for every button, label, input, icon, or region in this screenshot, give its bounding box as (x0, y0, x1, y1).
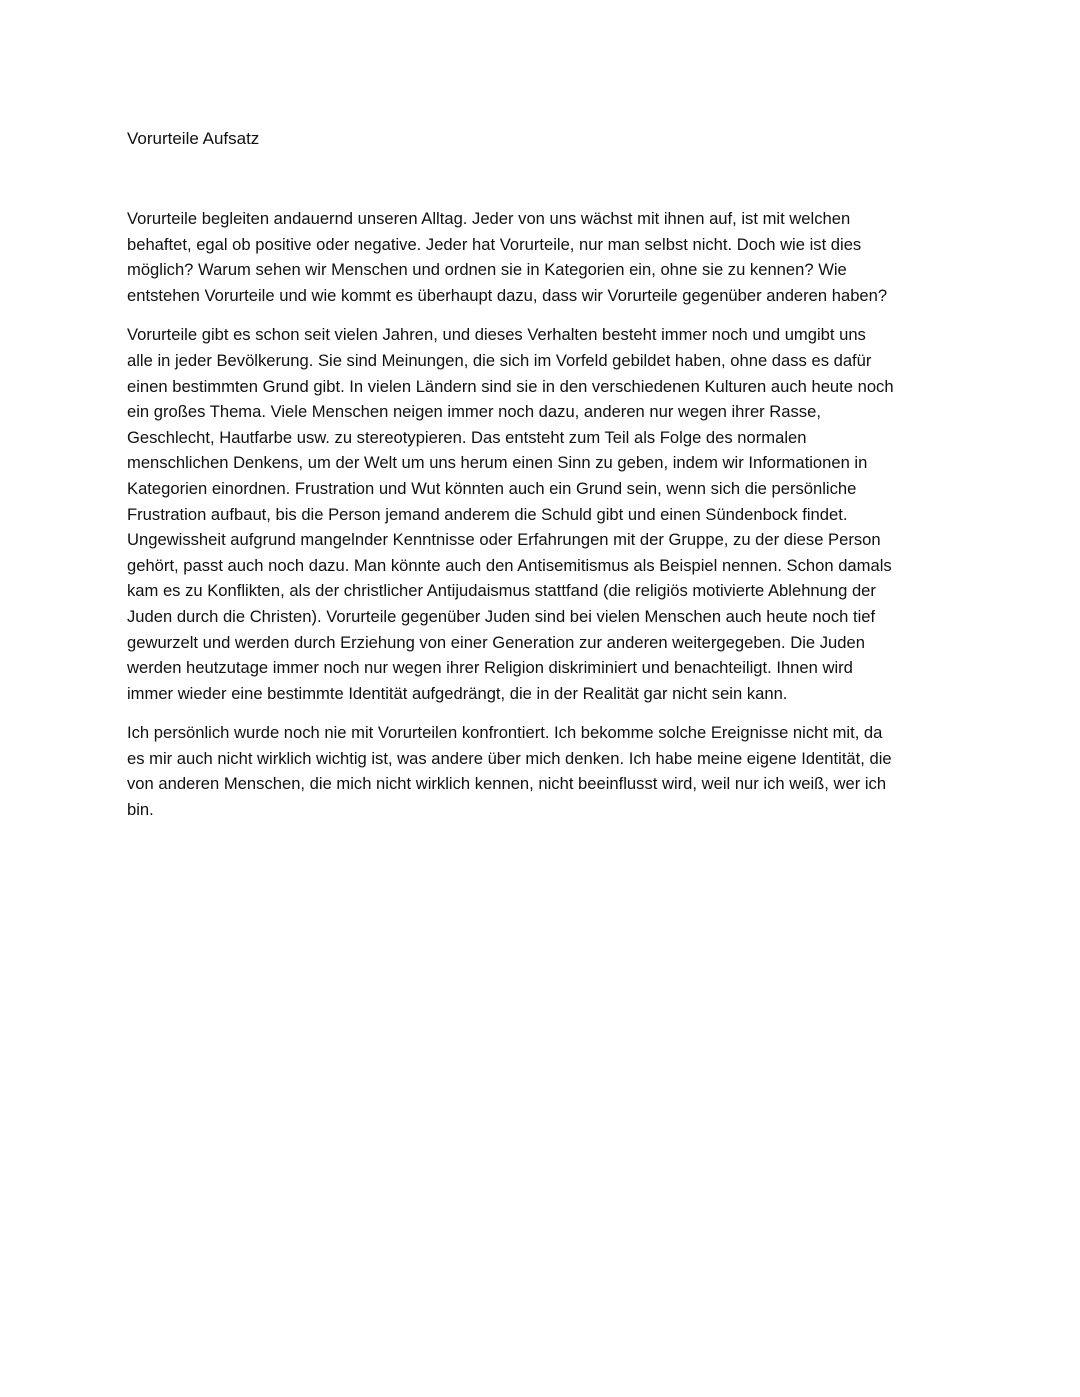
text-line: es mir auch nicht wirklich wichtig ist, was andere über mich denken. Ich habe meine eigene Identität, die (127, 748, 892, 768)
text-line: Ungewissheit aufgrund mangelnder Kenntnisse oder Erfahrungen mit der Gruppe, zu der diese Person (127, 530, 881, 550)
text-line: bin. (127, 800, 154, 820)
text-line: menschlichen Denkens, um der Welt um uns herum einen Sinn zu geben, indem wir Informationen in (127, 453, 868, 473)
text-line: Vorurteile gibt es schon seit vielen Jahren, und dieses Verhalten besteht immer noch und umgibt uns (127, 325, 866, 345)
text-line: behaftet, egal ob positive oder negative. Jeder hat Vorurteile, nur man selbst nicht. Doch wie ist dies (127, 234, 862, 254)
text-line: Vorurteile begleiten andauernd unseren Alltag. Jeder von uns wächst mit ihnen auf, ist mit welchen (127, 209, 851, 228)
document-title: Vorurteile Aufsatz (127, 129, 260, 148)
text-line: gewurzelt und werden durch Erziehung von einer Generation zur anderen weitergegeben. Die Juden (127, 632, 865, 652)
text-line: immer wieder eine bestimmte Identität aufgedrängt, die in der Realität gar nicht sein kann. (127, 683, 788, 703)
paragraph-introduction (127, 206, 957, 308)
text-line: werden heutzutage immer noch nur wegen ihrer Religion diskriminiert und benachteiligt. Ihnen wird (127, 658, 853, 678)
text-line: entstehen Vorurteile und wie kommt es überhaupt dazu, dass wir Vorurteile gegenüber anderen haben? (127, 285, 888, 305)
text-line: ein großes Thema. Viele Menschen neigen immer noch dazu, anderen nur wegen ihrer Rasse, (127, 402, 821, 422)
text-line: Ich persönlich wurde noch nie mit Vorurteilen konfrontiert. Ich bekomme solche Ereignisse nicht mit, da (127, 723, 883, 743)
text-line: Geschlecht, Hautfarbe usw. zu stereotypieren. Das entsteht zum Teil als Folge des normalen (127, 427, 807, 447)
text-line: möglich? Warum sehen wir Menschen und ordnen sie in Kategorien ein, ohne sie zu kennen? Wie (127, 260, 847, 280)
text-line: alle in jeder Bevölkerung. Sie sind Meinungen, die sich im Vorfeld gebildet haben, ohne dass es dafür (127, 350, 872, 370)
text-line: gehört, passt auch noch dazu. Man könnte auch den Antisemitismus als Beispiel nennen. Schon damals (127, 555, 892, 575)
paragraph-main (127, 322, 957, 706)
text-line: einen bestimmten Grund gibt. In vielen Ländern sind sie in den verschiedenen Kulturen auch heute noch (127, 376, 894, 396)
text-line: Kategorien einordnen. Frustration und Wut könnten auch ein Grund sein, wenn sich die persönliche (127, 478, 857, 498)
paragraph-personal (127, 720, 957, 822)
document-body (127, 206, 957, 837)
text-line: Frustration aufbaut, bis die Person jemand anderem die Schuld gibt und einen Sündenbock findet. (127, 504, 848, 524)
text-line: kam es zu Konflikten, als der christlicher Antijudaismus stattfand (die religiös motivierte Ablehnung der (127, 581, 876, 601)
text-line: Juden durch die Christen). Vorurteile gegenüber Juden sind bei vielen Menschen auch heute noch tief (127, 606, 876, 626)
text-line: von anderen Menschen, die mich nicht wirklich kennen, nicht beeinflusst wird, weil nur ich weiß, wer ich (127, 774, 887, 794)
